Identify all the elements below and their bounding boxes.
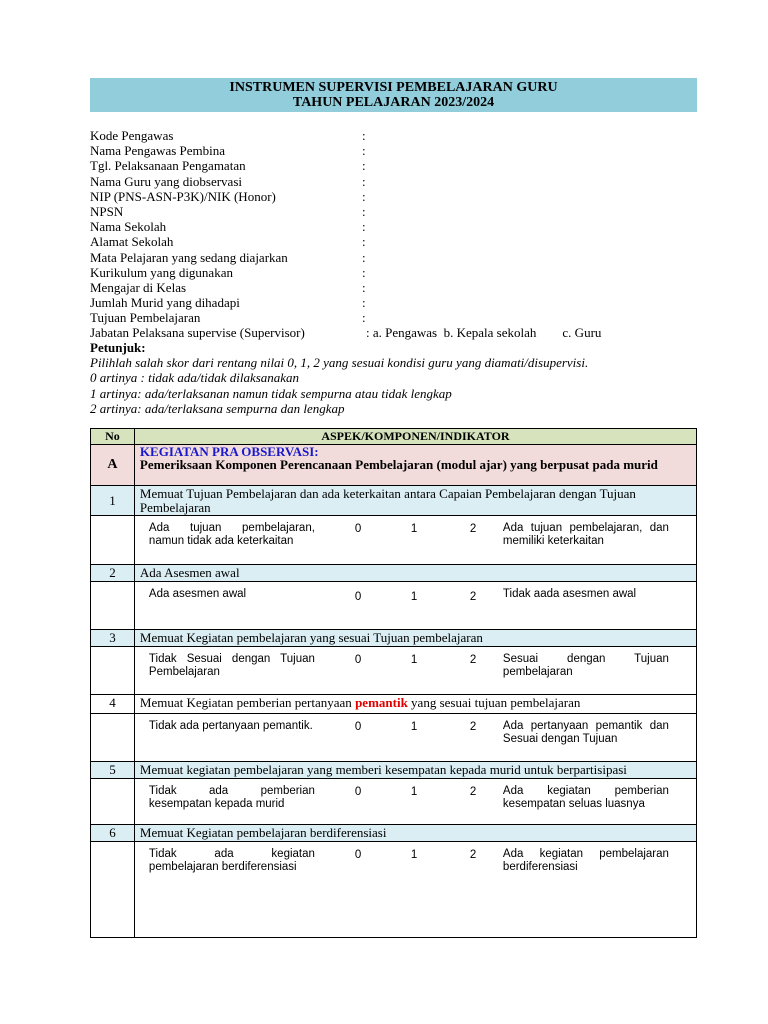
info-colon: : — [362, 234, 366, 250]
score-option-0[interactable]: 0 — [354, 591, 362, 603]
score-option-0[interactable]: 0 — [354, 721, 362, 733]
score-option-1[interactable]: 1 — [410, 523, 418, 535]
score-option-1[interactable]: 1 — [410, 786, 418, 798]
info-label: Mata Pelajaran yang sedang diajarkan — [90, 249, 288, 265]
petunjuk-line: 1 artinya: ada/terlaksanan namun tidak sempurna atau tidak lengkap — [90, 385, 452, 401]
info-label: Nama Pengawas Pembina — [90, 143, 226, 159]
score-high-desc: Ada kegiatan pembelajaran berdiferensiasi — [502, 848, 669, 873]
indicator-no: 4 — [91, 695, 135, 714]
info-colon: : — [362, 279, 366, 295]
indicator-text-part: Memuat Kegiatan pemberian pertanyaan — [139, 695, 356, 710]
indicator-text-part: yang sesuai tujuan pembelajaran — [407, 695, 581, 710]
score-cell — [134, 779, 696, 825]
score-cell — [134, 714, 696, 762]
info-row — [90, 234, 700, 249]
info-row — [90, 280, 700, 295]
info-colon: : — [362, 143, 366, 159]
score-no-cell — [91, 647, 135, 695]
score-row — [91, 516, 697, 565]
score-no-cell — [91, 842, 135, 938]
section-letter: A — [91, 445, 135, 486]
score-option-1[interactable]: 1 — [410, 654, 418, 666]
info-row — [90, 158, 700, 173]
indicator-row — [91, 486, 697, 516]
score-low-desc: Tidak ada pertanyaan pemantik. — [148, 720, 313, 732]
info-label: NIP (PNS-ASN-P3K)/NIK (Honor) — [90, 188, 276, 204]
score-row — [91, 779, 697, 825]
score-option-2[interactable]: 2 — [469, 786, 477, 798]
info-row — [90, 219, 700, 234]
indicator-row — [91, 825, 697, 842]
info-label: Tgl. Pelaksanaan Pengamatan — [90, 158, 246, 174]
option-guru[interactable]: c. Guru — [562, 325, 602, 341]
info-label: Tujuan Pembelajaran — [90, 310, 201, 326]
score-high-desc: Ada pertanyaan pemantik dan Sesuai dengan Tujuan — [502, 720, 669, 745]
score-row — [91, 647, 697, 695]
indicator-text: Memuat Kegiatan pembelajaran berdiferensiasi — [134, 825, 696, 842]
info-row — [90, 310, 700, 325]
score-high-desc: Ada kegiatan pemberian kesempatan seluas luasnya — [502, 785, 669, 810]
info-label: Kurikulum yang digunakan — [90, 264, 233, 280]
info-label: Alamat Sekolah — [90, 234, 174, 250]
document-title: INSTRUMEN SUPERVISI PEMBELAJARAN GURU — [229, 80, 558, 95]
petunjuk-line: 0 artinya : tidak ada/tidak dilaksanakan — [90, 370, 300, 386]
supervisor-options — [366, 325, 601, 340]
indicator-no: 5 — [91, 762, 135, 779]
score-option-2[interactable]: 2 — [469, 591, 477, 603]
indicator-text: Memuat Kegiatan pembelajaran yang sesuai Tujuan pembelajaran — [134, 630, 696, 647]
score-high-desc: Tidak aada asesmen awal — [502, 588, 637, 600]
indicator-row — [91, 762, 697, 779]
info-colon: : — [362, 173, 366, 189]
info-label: Jumlah Murid yang dihadapi — [90, 295, 240, 311]
score-cell — [134, 582, 696, 630]
option-kepala-sekolah[interactable]: b. Kepala sekolah — [443, 325, 537, 341]
score-row — [91, 842, 697, 938]
score-option-0[interactable]: 0 — [354, 654, 362, 666]
score-high-desc: Sesuai dengan Tujuan pembelajaran — [502, 653, 669, 678]
score-row — [91, 582, 697, 630]
info-row — [90, 295, 700, 310]
score-low-desc: Tidak ada kegiatan pembelajaran berdiferensiasi — [148, 848, 315, 873]
info-label: Nama Sekolah — [90, 219, 167, 235]
indicator-no: 6 — [91, 825, 135, 842]
info-row — [90, 174, 700, 189]
indicator-text: Ada Asesmen awal — [134, 565, 696, 582]
indicator-row — [91, 695, 697, 714]
score-option-0[interactable]: 0 — [354, 523, 362, 535]
indicator-highlight: pemantik — [355, 695, 408, 710]
info-colon: : — [362, 128, 366, 143]
score-low-desc: Tidak Sesuai dengan Tujuan Pembelajaran — [148, 653, 315, 678]
info-colon: : — [362, 264, 366, 280]
header-aspek: ASPEK/KOMPONEN/INDIKATOR — [134, 429, 696, 445]
score-cell — [134, 647, 696, 695]
info-row — [90, 204, 700, 219]
supervisor-row — [90, 325, 700, 340]
info-label: Nama Guru yang diobservasi — [90, 173, 242, 189]
info-colon: : — [362, 249, 366, 265]
info-colon: : — [362, 219, 366, 235]
score-option-2[interactable]: 2 — [469, 523, 477, 535]
indicator-no: 3 — [91, 630, 135, 647]
score-option-2[interactable]: 2 — [469, 849, 477, 861]
score-no-cell — [91, 516, 135, 565]
indicator-text: Memuat Tujuan Pembelajaran dan ada keterkaitan antara Capaian Pembelajaran dengan Tujuan Pembelajaran — [134, 486, 696, 516]
score-no-cell — [91, 779, 135, 825]
supervision-table — [90, 428, 697, 938]
score-option-1[interactable]: 1 — [410, 849, 418, 861]
section-row — [91, 445, 697, 486]
score-low-desc: Ada asesmen awal — [148, 588, 247, 600]
section-desc: Pemeriksaan Komponen Perencanaan Pembelajaran (modul ajar) yang berpusat pada murid — [139, 457, 658, 472]
info-colon: : — [362, 295, 366, 311]
score-high-desc: Ada tujuan pembelajaran, dan memiliki keterkaitan — [502, 522, 669, 547]
identity-section — [90, 128, 700, 417]
info-label: Mengajar di Kelas — [90, 279, 187, 295]
indicator-text — [134, 695, 696, 714]
info-row — [90, 189, 700, 204]
indicator-no: 2 — [91, 565, 135, 582]
section-body — [134, 445, 696, 486]
info-row — [90, 250, 700, 265]
info-row — [90, 143, 700, 158]
info-label: Kode Pengawas — [90, 128, 174, 143]
score-row — [91, 714, 697, 762]
document-title-band — [90, 78, 697, 112]
score-option-0[interactable]: 0 — [354, 849, 362, 861]
info-colon: : — [362, 203, 366, 219]
section-title: KEGIATAN PRA OBSERVASI: — [139, 444, 319, 459]
indicator-no: 1 — [91, 486, 135, 516]
indicator-row — [91, 630, 697, 647]
info-label: NPSN — [90, 203, 124, 219]
table-header-row — [91, 429, 697, 445]
score-cell — [134, 842, 696, 938]
score-low-desc: Tidak ada pemberian kesempatan kepada murid — [148, 785, 315, 810]
supervisor-label: Jabatan Pelaksana supervise (Supervisor) — [90, 325, 305, 341]
score-low-desc: Ada tujuan pembelajaran, namun tidak ada keterkaitan — [148, 522, 315, 547]
indicator-row — [91, 565, 697, 582]
info-row — [90, 265, 700, 280]
score-option-0[interactable]: 0 — [354, 786, 362, 798]
petunjuk-line: 2 artinya: ada/terlaksana sempurna dan lengkap — [90, 401, 345, 417]
info-colon: : — [362, 188, 366, 204]
score-option-1[interactable]: 1 — [410, 721, 418, 733]
score-option-2[interactable]: 2 — [469, 654, 477, 666]
petunjuk-heading: Petunjuk: — [90, 339, 146, 355]
score-no-cell — [91, 714, 135, 762]
info-colon: : — [362, 310, 366, 326]
info-row — [90, 128, 700, 143]
header-no: No — [91, 429, 135, 445]
petunjuk-line: Pilihlah salah skor dari rentang nilai 0, 1, 2 yang sesuai kondisi guru yang diamati/disupervisi. — [90, 354, 589, 370]
score-option-1[interactable]: 1 — [410, 591, 418, 603]
document-subtitle: TAHUN PELAJARAN 2023/2024 — [292, 95, 495, 110]
score-no-cell — [91, 582, 135, 630]
indicator-text: Memuat kegiatan pembelajaran yang memberi kesempatan kepada murid untuk berpartisipasi — [134, 762, 696, 779]
option-pengawas[interactable]: : a. Pengawas — [366, 325, 438, 341]
score-option-2[interactable]: 2 — [469, 721, 477, 733]
score-cell — [134, 516, 696, 565]
info-colon: : — [362, 158, 366, 174]
